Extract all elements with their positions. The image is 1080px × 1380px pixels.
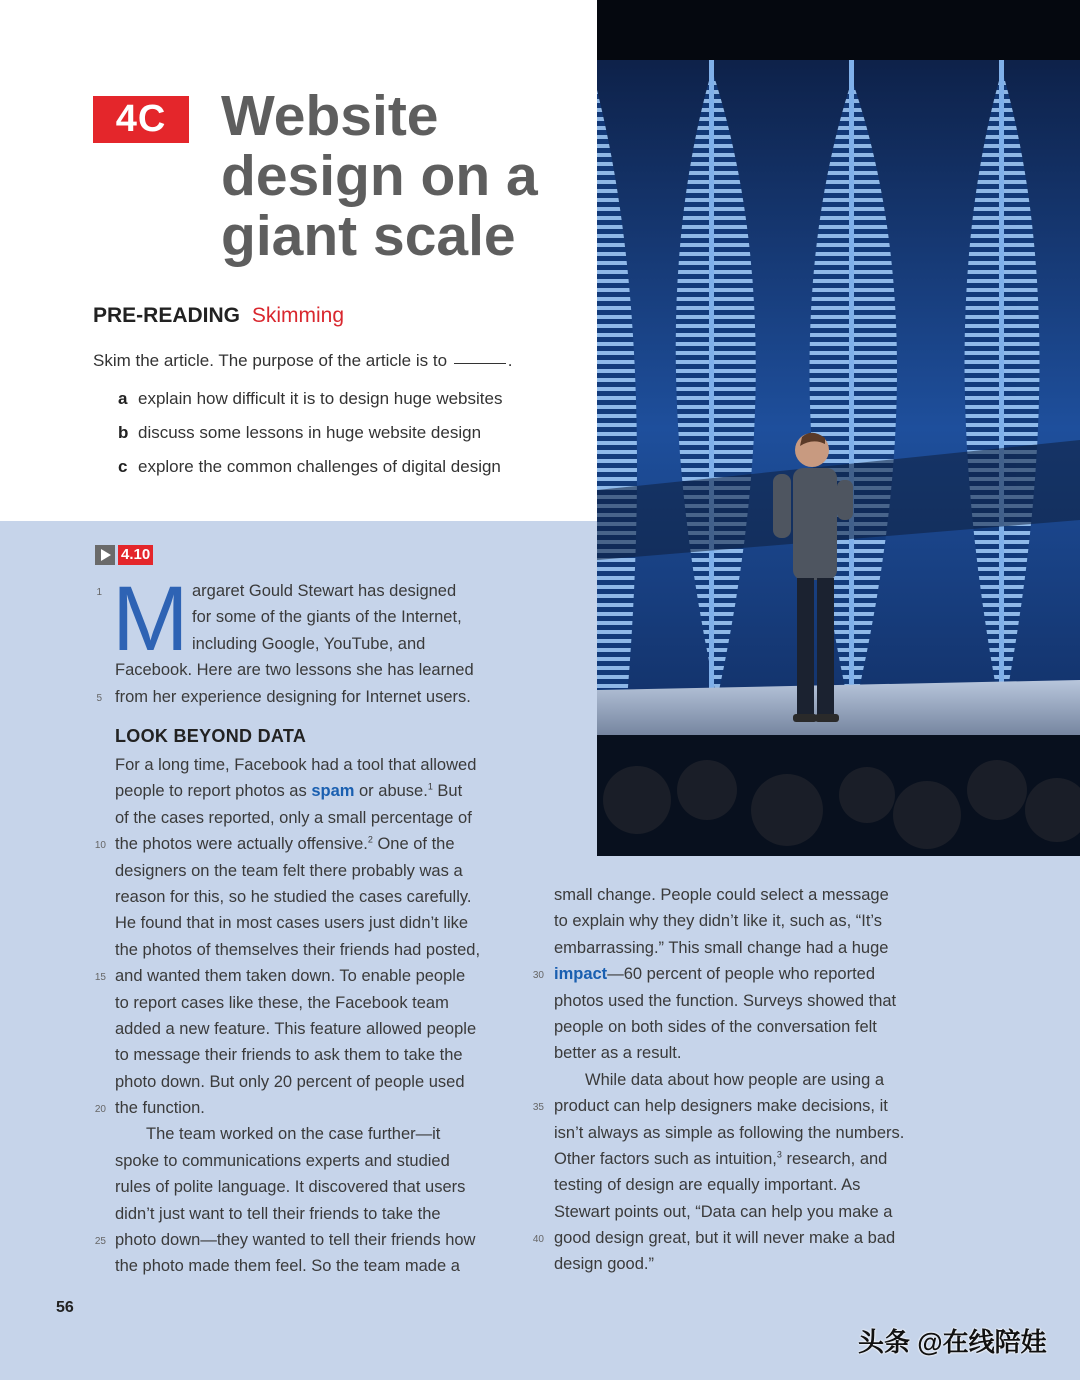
text-line: reason for this, so he studied the cases carefully. [115,887,472,906]
option-a [118,387,502,421]
text-line: photo down—they wanted to tell their friends how [115,1231,476,1250]
text-line: embarrassing.” This small change had a huge [554,938,889,957]
unit-badge: 4C [93,96,189,143]
answer-options [118,387,502,489]
text-line: rules of polite language. It discovered that users [115,1178,466,1197]
section-heading: LOOK BEYOND DATA [115,726,307,746]
text-line: including Google, YouTube, and [192,634,426,653]
page-title [221,86,591,266]
text-line: small change. People could select a message [554,886,889,904]
text-line: He found that in most cases users just didn’t like [115,914,469,933]
watermark: 头条 @在线陪娃 [858,1327,1047,1357]
text-line: While data about how people are using a [585,1070,885,1089]
line-number: 20 [94,1104,106,1115]
title-line: Website [221,84,439,148]
text-line: to explain why they didn’t like it, such as, “It’s [554,912,883,931]
line-number: 10 [94,840,106,851]
option-text: explore the common challenges of digital design [138,457,501,476]
text-line: argaret Gould Stewart has designed [192,582,457,600]
stage-photo-illustration [597,0,1080,856]
pre-reading-label: PRE-READING [93,304,241,327]
text-line: for some of the giants of the Internet, [192,608,462,627]
text-line: product can help designers make decisions, it [554,1097,888,1116]
prompt-text: Skim the article. The purpose of the article is to [93,351,448,370]
text-line: to report cases like these, the Facebook team [115,993,449,1012]
line-number: 15 [94,972,106,983]
footnote-marker: 2 [367,834,373,845]
skim-prompt [93,351,513,371]
article-column-2 [554,882,904,1278]
text-line: testing of design are equally important. As [554,1176,861,1195]
line-number: 1 [96,587,102,598]
text-line: and wanted them taken down. To enable people [115,967,466,986]
text-line: didn’t just want to tell their friends to take the [115,1204,441,1223]
vocab-word: spam [311,782,355,801]
answer-blank [454,363,506,364]
text-line: Other factors such as intuition,$^3$ research, and [554,1149,888,1168]
title-line: giant scale [221,204,516,268]
line-number: 25 [94,1236,106,1247]
pre-reading-heading [93,304,344,328]
prompt-end: . [507,351,513,370]
text-line: isn’t always as simple as following the numbers. [554,1123,905,1142]
text-line: Facebook. Here are two lessons she has learned [115,661,474,680]
stage-photo [597,0,1080,856]
text-line: the function. [115,1099,205,1118]
line-number: 40 [532,1234,544,1245]
text-line: Stewart points out, “Data can help you make a [554,1202,893,1221]
text-line: For a long time, Facebook had a tool that allowed [115,756,477,774]
text-line: added a new feature. This feature allowed people [115,1019,477,1038]
text-line: the photos of themselves their friends had posted, [115,940,481,959]
option-b [118,421,502,455]
text-line: photos used the function. Surveys showed that [554,991,897,1010]
option-letter: c [118,457,128,476]
line-number: 30 [532,970,544,981]
text-line: design good.” [554,1255,654,1274]
play-icon[interactable] [95,545,115,565]
audio-track-tag[interactable] [95,545,153,565]
track-number: 4.10 [118,545,153,565]
drop-cap: M [112,568,189,670]
text-line: the photos were actually offensive.$^2$ One of the [115,834,455,854]
text-line: people on both sides of the conversation felt [554,1017,877,1036]
text-line: better as a result. [554,1044,682,1063]
text-line: to message their friends to ask them to take the [115,1046,463,1065]
line-number: 5 [96,693,102,704]
text-line: from her experience designing for Internet users. [115,687,471,706]
text-line: designers on the team felt there probably was a [115,861,463,880]
pre-reading-subtitle: Skimming [251,304,345,327]
option-text: discuss some lessons in huge website design [138,423,482,442]
title-line: design on a [221,144,538,208]
page-number: 56 [56,1299,74,1316]
line-number: 35 [532,1102,544,1113]
text-line: people to report photos as spam or abuse.$^1$ But [115,781,463,801]
footnote-marker: 3 [776,1149,782,1160]
option-letter: b [118,423,129,442]
text-line: photo down. But only 20 percent of people used [115,1072,465,1091]
text-line: of the cases reported, only a small percentage of [115,808,472,827]
vocab-word: impact [554,965,608,984]
option-c [118,455,502,489]
article-intro [115,578,474,710]
footnote-marker: 1 [427,781,433,792]
text-line: the photo made them feel. So the team made a [115,1257,460,1276]
option-letter: a [118,389,128,408]
option-text: explain how difficult it is to design huge websites [138,389,503,408]
text-line: good design great, but it will never make a bad [554,1229,896,1248]
article-column-1 [115,752,480,1280]
text-line: spoke to communications experts and studied [115,1151,450,1170]
text-line: The team worked on the case further—it [146,1125,441,1144]
text-line: impact—60 percent of people who reported [554,965,876,984]
